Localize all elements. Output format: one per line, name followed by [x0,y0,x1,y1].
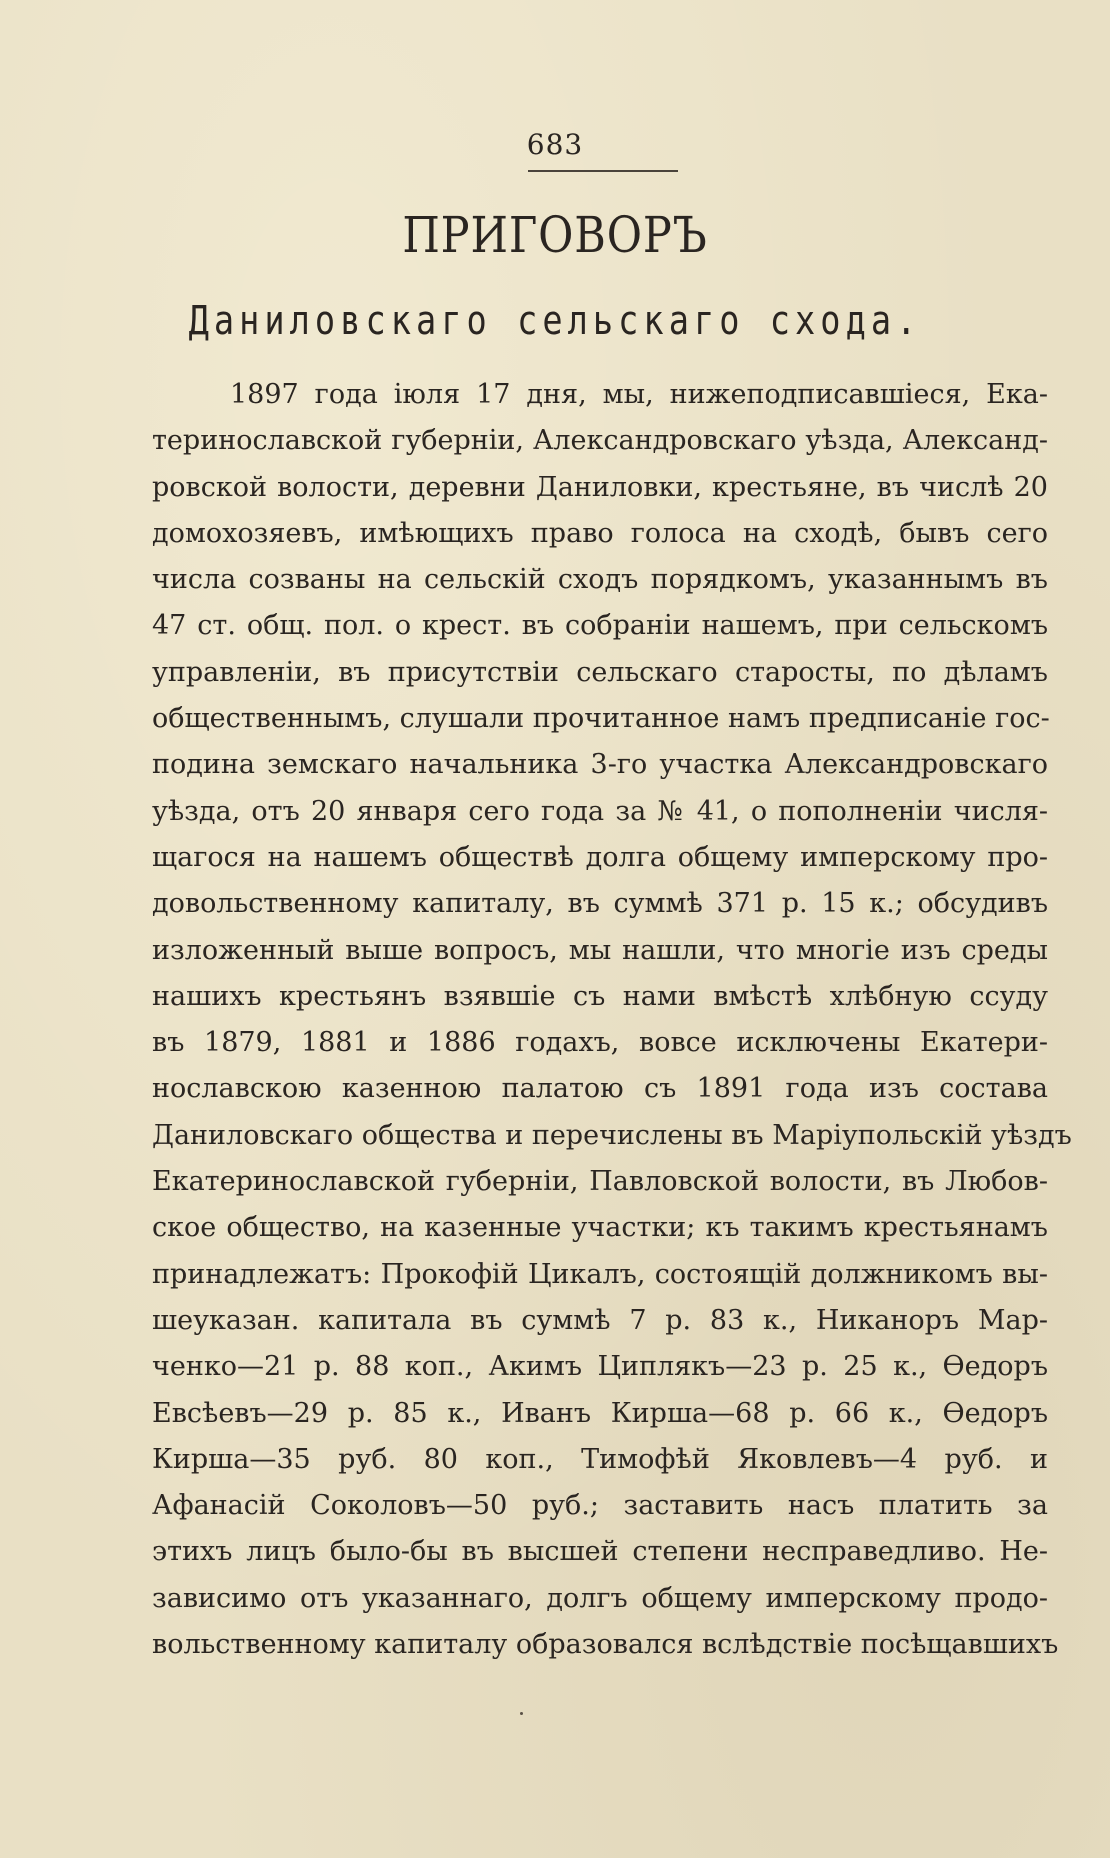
text-line: 1897 года іюля 17 дня, мы, нижеподписавшіеся, Ека- [230,379,1048,410]
text-line: теринославской губерніи, Александровскаго уѣзда, Александ- [152,425,1048,457]
text-line: нославскою казенною палатою съ 1891 года изъ состава [152,1073,1048,1105]
text-line: домохозяевъ, имѣющихъ право голоса на сходѣ, бывъ сего [152,517,1048,549]
text-line: Екатеринославской губерніи, Павловской волости, въ Любов- [152,1166,1048,1198]
text-line: нашихъ крестьянъ взявшіе съ нами вмѣстѣ хлѣбную ссуду [152,980,1048,1012]
page-number-rule [528,170,678,172]
text-line: управленіи, въ присутствіи сельскаго старосты, по дѣламъ [152,656,1048,688]
document-subtitle: Даниловскаго сельскаго схода. [188,298,922,344]
text-line: шеуказан. капитала въ суммѣ 7 р. 83 к., Никаноръ Мар- [152,1304,1048,1336]
text-line: ченко—21 р. 88 коп., Акимъ Циплякъ—23 р. 25 к., Ѳедоръ [152,1351,1048,1383]
text-line: Кирша—35 руб. 80 коп., Тимофѣй Яковлевъ—4 руб. и [152,1443,1048,1475]
text-line: принадлежатъ: Прокофій Цикалъ, состоящій должникомъ вы- [152,1258,1048,1290]
text-line: этихъ лицъ было-бы въ высшей степени несправедливо. Не- [152,1536,1048,1568]
text-line: Афанасій Соколовъ—50 руб.; заставить насъ платить за [152,1490,1048,1522]
text-line: довольственному капиталу, въ суммѣ 371 р. 15 к.; обсудивъ [152,888,1048,920]
document-title: ПРИГОВОРЪ [402,206,708,264]
text-line: Даниловскаго общества и перечислены въ Маріупольскій уѣздъ [152,1119,1072,1151]
text-line: числа созваны на сельскій сходъ порядкомъ, указаннымъ въ [152,564,1048,596]
text-line: общественнымъ, слушали прочитанное намъ предписаніе гос- [152,703,1050,735]
text-line: зависимо отъ указаннаго, долгъ общему имперскому продо- [152,1582,1048,1614]
text-line: ровской волости, деревни Даниловки, крестьяне, въ числѣ 20 [152,471,1048,503]
text-line: 47 ст. общ. пол. о крест. въ собраніи нашемъ, при сельскомъ [152,610,1048,642]
text-line: вольственному капиталу образовался вслѣдствіе посѣщавшихъ [152,1629,1059,1661]
text-line: щагося на нашемъ обществѣ долга общему имперскому про- [152,841,1048,873]
text-line: подина земскаго начальника 3-го участка Александровскаго [152,749,1048,781]
text-line: изложенный выше вопросъ, мы нашли, что многіе изъ среды [152,934,1048,966]
text-line: Евсѣевъ—29 р. 85 к., Иванъ Кирша—68 р. 66 к., Ѳедоръ [152,1397,1048,1429]
body-text [152,372,1072,1668]
text-line: въ 1879, 1881 и 1886 годахъ, вовсе исключены Екатери- [152,1027,1048,1059]
page-number: 683 [526,128,584,161]
text-line: ское общество, на казенные участки; къ такимъ крестьянамъ [152,1212,1048,1244]
text-line: уѣзда, отъ 20 января сего года за № 41, о пополненіи числя- [152,795,1048,827]
ink-speck [520,1712,523,1715]
